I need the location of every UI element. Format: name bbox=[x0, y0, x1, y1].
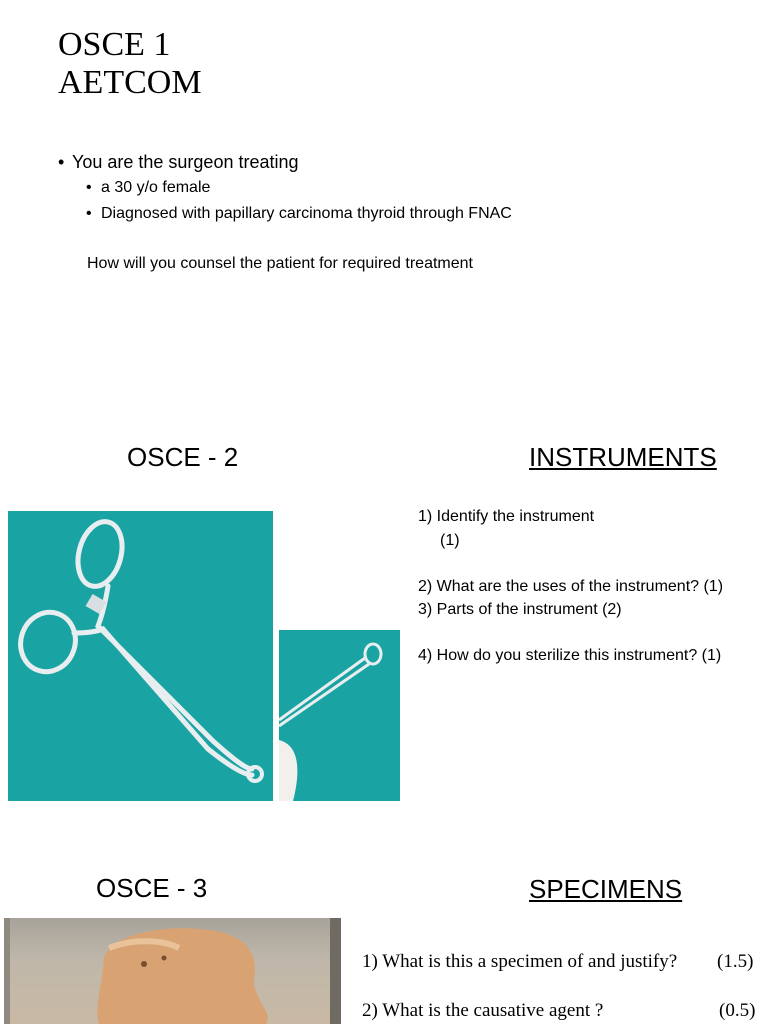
forceps-closeup-illustration bbox=[279, 630, 400, 801]
bullet-dot: • bbox=[86, 179, 92, 196]
osce1-title-line2: AETCOM bbox=[58, 64, 202, 101]
instrument-q2: 2) What are the uses of the instrument? (1) bbox=[418, 578, 724, 595]
instrument-photo-main bbox=[8, 511, 273, 801]
osce2-heading: OSCE - 2 bbox=[127, 442, 239, 472]
specimen-q2-text: 2) What is the causative agent ? bbox=[362, 1000, 604, 1021]
osce1-question: How will you counsel the patient for required treatment bbox=[87, 255, 473, 272]
specimen-illustration bbox=[4, 918, 341, 1024]
osce1-bullet bbox=[58, 152, 299, 173]
forceps-illustration bbox=[8, 511, 273, 801]
instrument-q3: 3) Parts of the instrument (2) bbox=[418, 601, 622, 618]
instrument-photo-closeup bbox=[279, 630, 400, 801]
instrument-q1-line2: (1) bbox=[440, 532, 460, 549]
osce1-subbullet-text: a 30 y/o female bbox=[101, 179, 211, 196]
osce3-heading: OSCE - 3 bbox=[96, 873, 208, 903]
instruments-heading: INSTRUMENTS bbox=[529, 442, 717, 472]
osce1-subbullet-2 bbox=[86, 205, 512, 223]
osce1-title-line1: OSCE 1 bbox=[58, 26, 171, 63]
osce1-subbullet-1 bbox=[86, 179, 210, 197]
specimen-photo bbox=[4, 918, 341, 1024]
osce1-title bbox=[58, 26, 202, 102]
bullet-dot: • bbox=[86, 205, 92, 222]
specimen-q1-marks: (1.5) bbox=[717, 951, 754, 972]
instrument-q1-line1: 1) Identify the instrument bbox=[418, 508, 595, 525]
osce1-bullet-text: You are the surgeon treating bbox=[72, 152, 299, 172]
specimen-q1-text: 1) What is this a specimen of and justify? bbox=[362, 951, 678, 972]
instrument-q4: 4) How do you sterilize this instrument? (1) bbox=[418, 647, 722, 664]
specimen-q1 bbox=[362, 951, 677, 973]
specimen-q2 bbox=[362, 1000, 603, 1022]
osce1-subbullet-text: Diagnosed with papillary carcinoma thyroid through FNAC bbox=[101, 205, 512, 222]
specimens-heading: SPECIMENS bbox=[529, 874, 683, 904]
bullet-dot: • bbox=[58, 152, 65, 172]
specimen-q2-marks: (0.5) bbox=[719, 1000, 756, 1021]
